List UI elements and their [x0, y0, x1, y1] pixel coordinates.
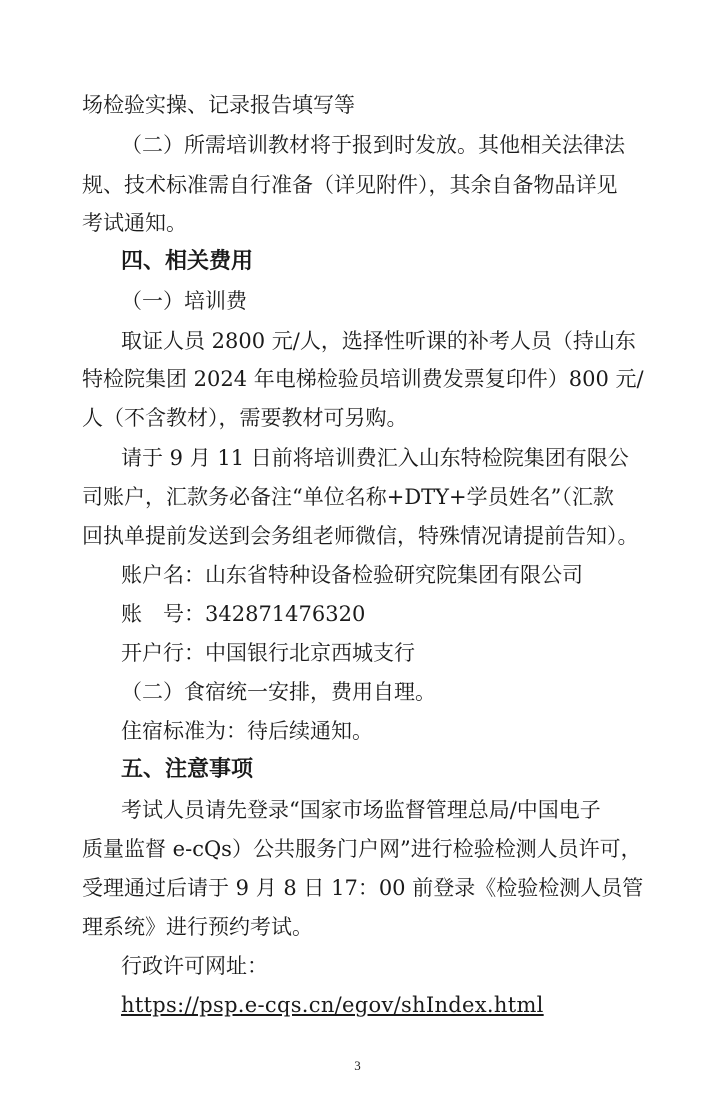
subsection-heading: （二）食宿统一安排，费用自理。: [121, 680, 436, 704]
body-line: 司账户，汇款务必备注“单位名称+DTY+学员姓名”（汇款: [82, 485, 614, 509]
body-line: 场检验实操、记录报告填写等: [82, 93, 355, 117]
body-line: 人（不含教材），需要教材可另购。: [82, 406, 408, 430]
body-line: 受理通过后请于 9 月 8 日 17：00 前登录《检验检测人员管: [82, 876, 644, 900]
body-line: 请于 9 月 11 日前将培训费汇入山东特检院集团有限公: [121, 446, 629, 470]
body-line: （二）所需培训教材将于报到时发放。其他相关法律法: [121, 133, 625, 157]
body-line: 行政许可网址：: [121, 954, 268, 978]
body-line: 考试通知。: [82, 211, 187, 235]
subsection-heading: （一）培训费: [121, 289, 247, 313]
body-line: 质量监督 e-cQs）公共服务门户网”进行检验检测人员许可，: [82, 837, 642, 861]
page-number: 3: [354, 1058, 361, 1073]
body-line: 规、技术标准需自行准备（详见附件），其余自备物品详见: [82, 173, 618, 197]
body-line: 住宿标准为：待后续通知。: [121, 719, 373, 743]
body-line: 回执单提前发送到会务组老师微信，特殊情况请提前告知）。: [82, 524, 639, 548]
license-url-link[interactable]: https://psp.e-cqs.cn/egov/shIndex.html: [121, 993, 544, 1017]
account-name-line: 账户名：山东省特种设备检验研究院集团有限公司: [121, 563, 583, 587]
section-heading: 四、相关费用: [121, 249, 254, 274]
body-line: 取证人员 2800 元/人，选择性听课的补考人员（持山东: [121, 329, 636, 353]
body-line: 特检院集团 2024 年电梯检验员培训费发票复印件）800 元/: [82, 367, 644, 391]
body-line: 考试人员请先登录“国家市场监督管理总局/中国电子: [121, 798, 601, 822]
section-heading: 五、注意事项: [121, 757, 254, 782]
bank-line: 开户行：中国银行北京西城支行: [121, 641, 415, 665]
body-line: 理系统》进行预约考试。: [82, 915, 313, 939]
account-number-line: 账 号：342871476320: [121, 602, 366, 626]
